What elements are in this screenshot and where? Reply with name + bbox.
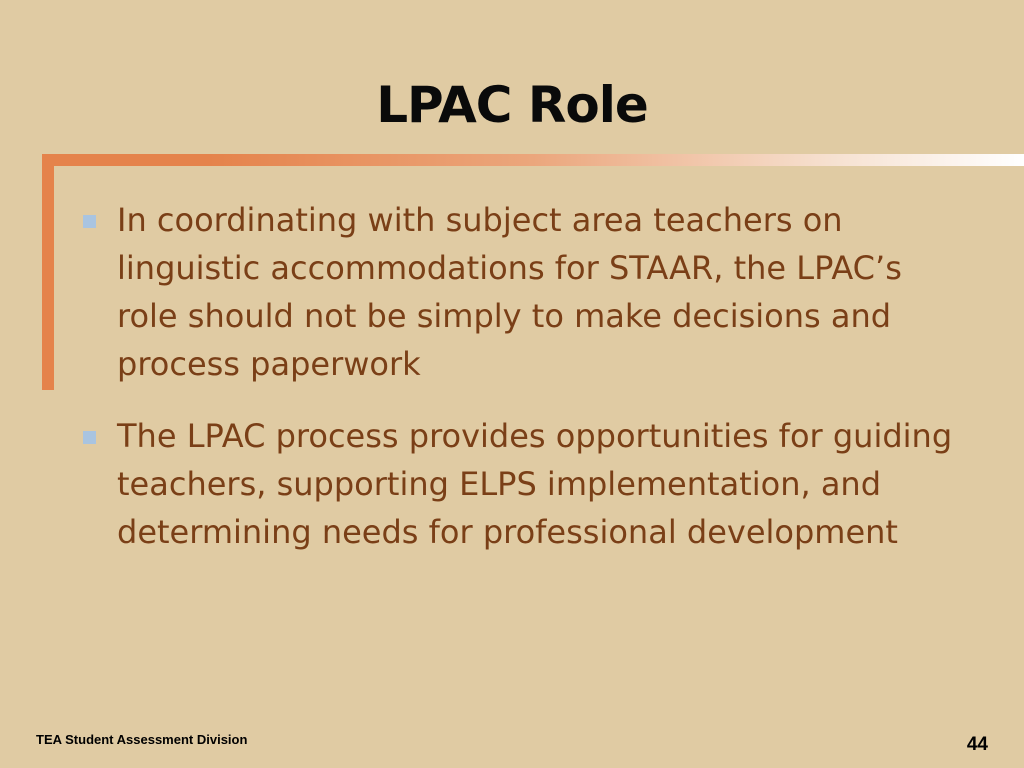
- square-bullet-icon: [83, 431, 96, 444]
- bullet-list: [80, 196, 960, 580]
- page-number: 44: [966, 734, 988, 755]
- slide-title: LPAC Role: [376, 76, 648, 134]
- accent-bar-top: [42, 154, 1024, 166]
- footer-organization: TEA Student Assessment Division: [36, 732, 248, 747]
- bullet-text: The LPAC process provides opportunities for guiding teachers, supporting ELPS implementation, and determining needs for professional development: [117, 417, 953, 551]
- accent-bar-left: [42, 154, 54, 390]
- bullet-text: In coordinating with subject area teachers on linguistic accommodations for STAAR, the LPAC’s role should not be simply to make decisions and process paperwork: [117, 201, 902, 383]
- bullet-item: [80, 412, 960, 556]
- bullet-item: [80, 196, 960, 388]
- square-bullet-icon: [83, 215, 96, 228]
